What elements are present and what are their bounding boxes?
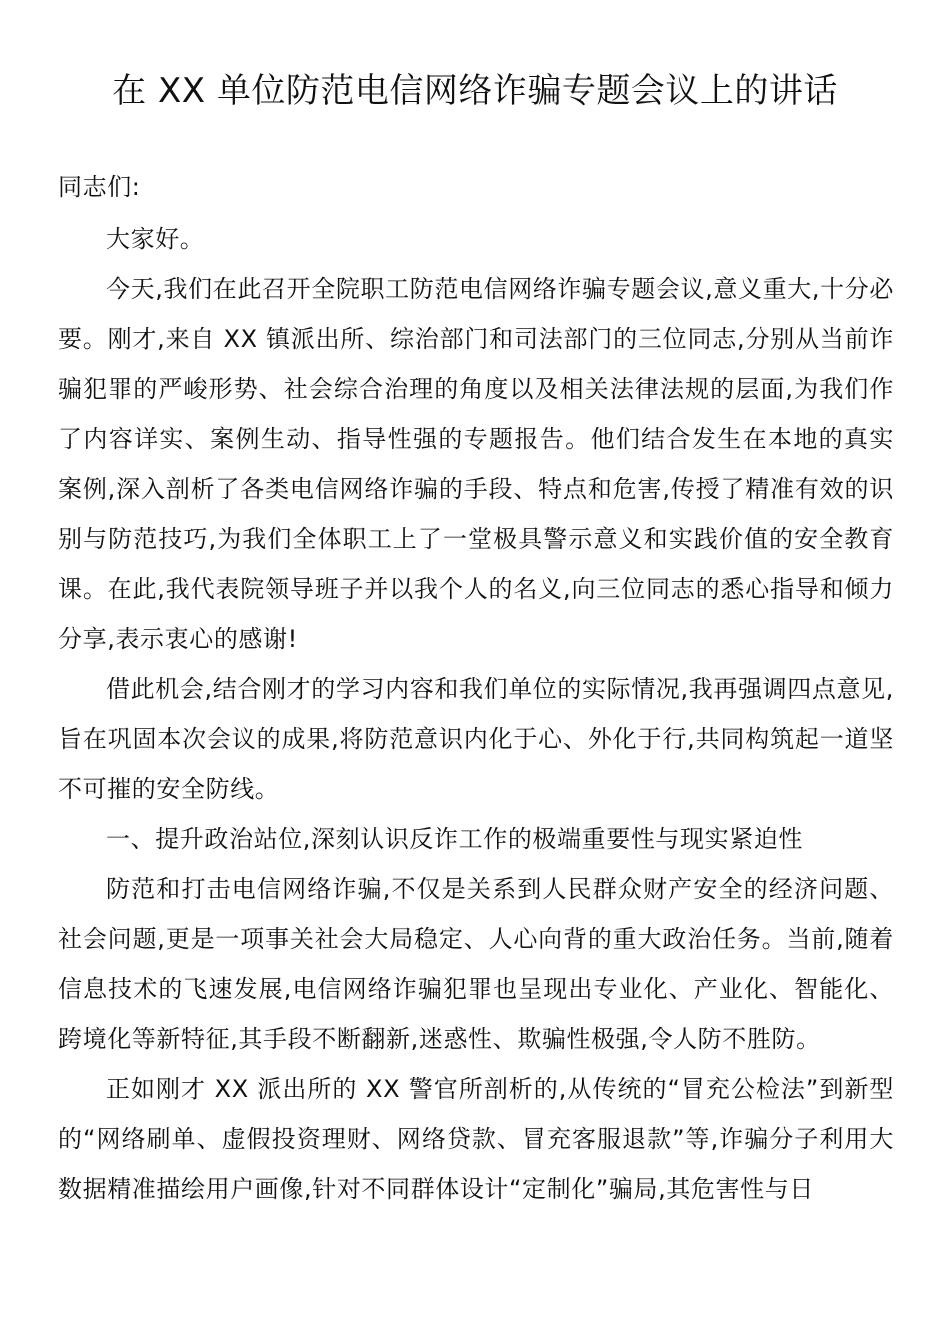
- salutation: 同志们:: [58, 173, 141, 201]
- paragraph-four-points-intro: 借此机会,结合刚才的学习内容和我们单位的实际情况,我再强调四点意见,旨在巩固本次会议的成果,将防范意识内化于心、外化于行,共同构筑起一道坚不可摧的安全防线。: [58, 675, 894, 803]
- paragraph-political-importance: 防范和打击电信网络诈骗,不仅是关系到人民群众财产安全的经济问题、社会问题,更是一项事关社会大局稳定、人心向背的重大政治任务。当前,随着信息技术的飞速发展,电信网络诈骗犯罪也呈现出专业化、产业化、智能化、跨境化等新特征,其手段不断翻新,迷惑性、欺骗性极强,令人防不胜防。: [58, 875, 894, 1053]
- paragraph-fraud-examples: 正如刚才 XX 派出所的 XX 警官所剖析的,从传统的“冒充公检法”到新型的“网络刷单、虚假投资理财、网络贷款、冒充客服退款”等,诈骗分子利用大数据精准描绘用户画像,针对不同群体设计“定制化”骗局,其危害性与日: [58, 1075, 894, 1203]
- document-title: 在 XX 单位防范电信网络诈骗专题会议上的讲话: [112, 71, 838, 111]
- section-heading-one: 一、提升政治站位,深刻认识反诈工作的极端重要性与现实紧迫性: [106, 825, 804, 853]
- paragraph-greeting: 大家好。: [106, 225, 205, 253]
- paragraph-meeting-intro: 今天,我们在此召开全院职工防范电信网络诈骗专题会议,意义重大,十分必要。刚才,来自 XX 镇派出所、综治部门和司法部门的三位同志,分别从当前诈骗犯罪的严峻形势、社会综合治理的角度以及相关法律法规的层面,为我们作了内容详实、案例生动、指导性强的专题报告。他们结合发生在本地的真实案例,深入剖析了各类电信网络诈骗的手段、特点和危害,传授了精准有效的识别与防范技巧,为我们全体职工上了一堂极具警示意义和实践价值的安全教育课。在此,我代表院领导班子并以我个人的名义,向三位同志的悉心指导和倾力分享,表示衷心的感谢!: [58, 275, 894, 653]
- speech-body: [58, 162, 894, 1214]
